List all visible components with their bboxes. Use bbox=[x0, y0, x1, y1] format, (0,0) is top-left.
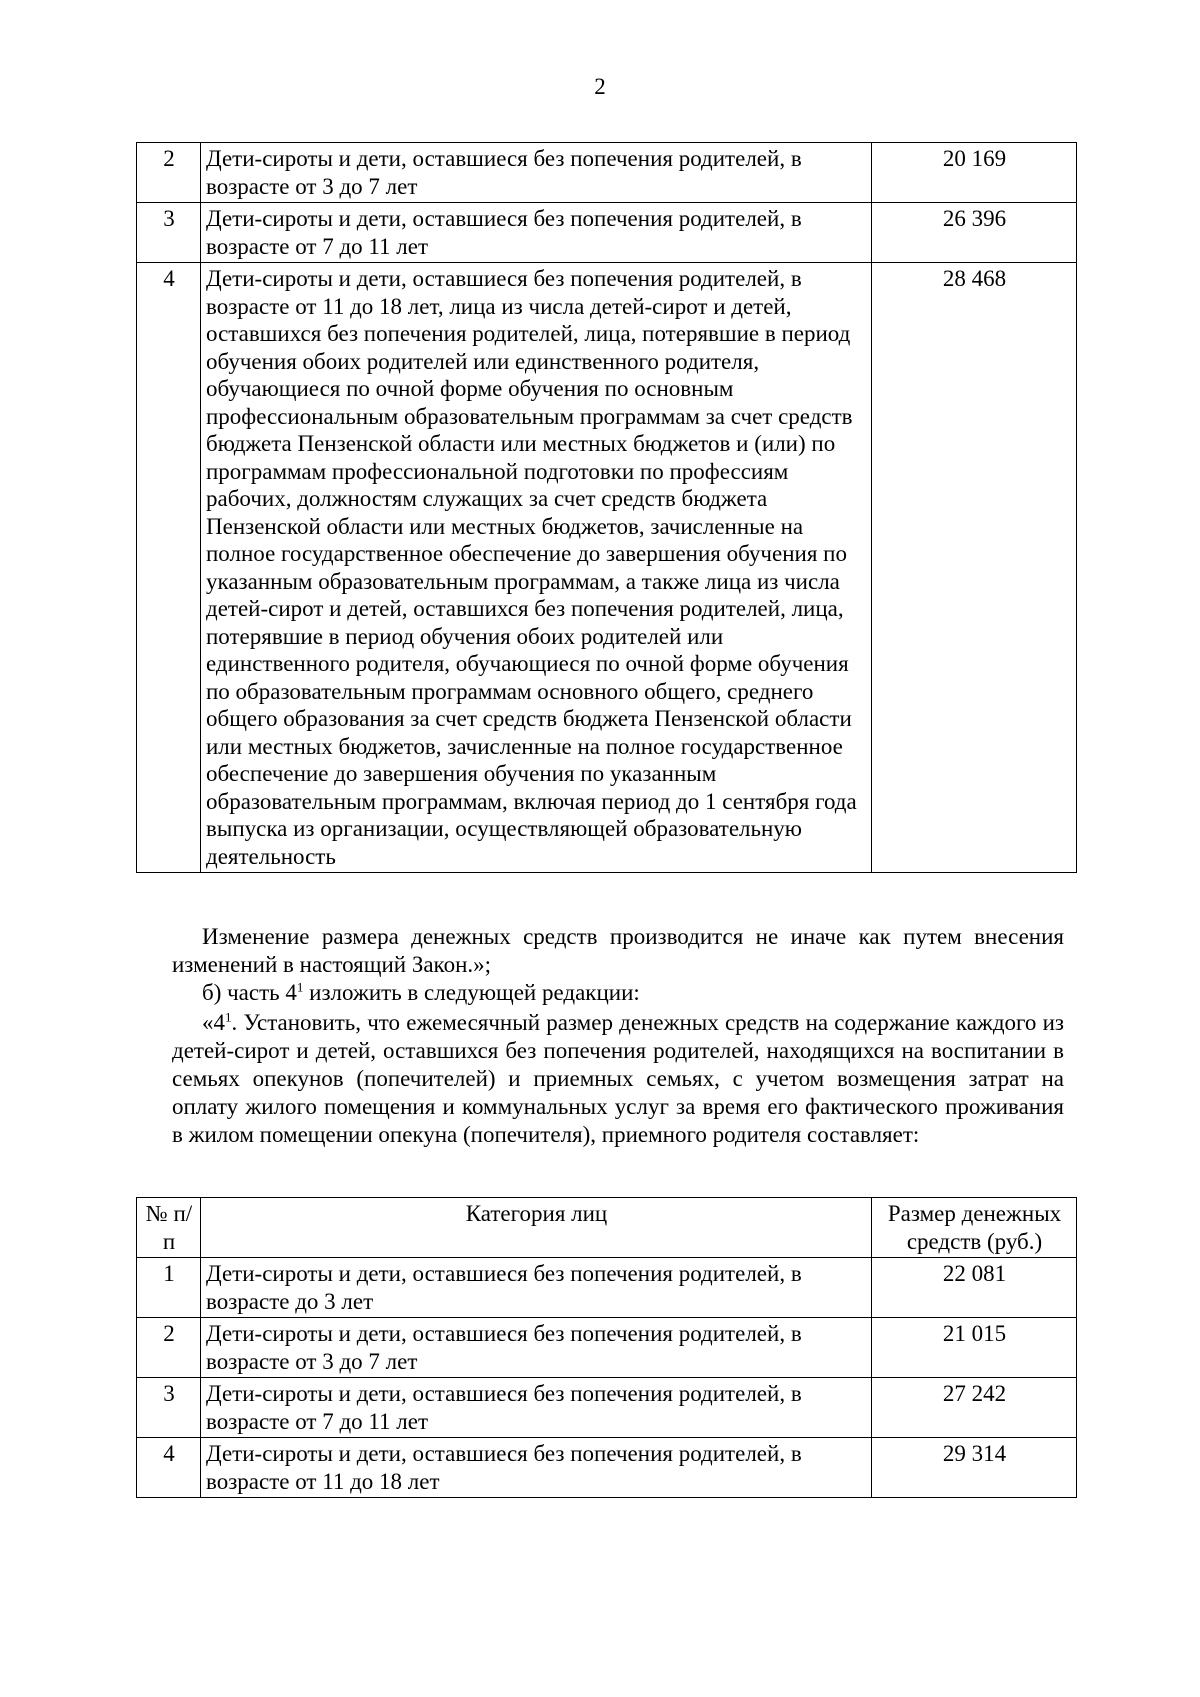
allowance-table-new bbox=[136, 1197, 1077, 1498]
header-number: № п/п bbox=[137, 1198, 201, 1258]
table-row bbox=[137, 1318, 1077, 1378]
row-category: Дети-сироты и дети, оставшиеся без попечения родителей, в возрасте от 7 до 11 лет bbox=[201, 1378, 872, 1438]
row-number: 3 bbox=[137, 203, 201, 263]
table-header-row bbox=[137, 1198, 1077, 1258]
row-number: 2 bbox=[137, 1318, 201, 1378]
row-category: Дети-сироты и дети, оставшиеся без попечения родителей, в возрасте от 7 до 11 лет bbox=[201, 203, 872, 263]
row-number: 4 bbox=[137, 1438, 201, 1498]
table-row bbox=[137, 1258, 1077, 1318]
part-heading-rest: изложить в следующей редакции: bbox=[303, 980, 640, 1005]
row-category: Дети-сироты и дети, оставшиеся без попечения родителей, в возрасте от 3 до 7 лет bbox=[201, 143, 872, 203]
row-amount: 29 314 bbox=[872, 1438, 1077, 1498]
row-category: Дети-сироты и дети, оставшиеся без попечения родителей, в возрасте до 3 лет bbox=[201, 1258, 872, 1318]
row-amount: 22 081 bbox=[872, 1258, 1077, 1318]
row-number: 2 bbox=[137, 143, 201, 203]
table-row bbox=[137, 263, 1077, 873]
table-row bbox=[137, 1438, 1077, 1498]
amendment-note bbox=[172, 923, 1064, 979]
row-number: 1 bbox=[137, 1258, 201, 1318]
table-row bbox=[137, 203, 1077, 263]
page-number: 2 bbox=[594, 74, 606, 99]
part-text-start: «4 bbox=[202, 1010, 225, 1035]
table-row bbox=[137, 143, 1077, 203]
part-text bbox=[172, 1009, 1064, 1149]
paragraph-part-heading bbox=[172, 979, 1064, 1007]
paragraph-part-text bbox=[172, 1009, 1064, 1149]
part-heading-text: б) часть 4 bbox=[202, 980, 297, 1005]
part-heading-superscript: 1 bbox=[296, 979, 304, 995]
part-text-superscript: 1 bbox=[225, 1009, 232, 1025]
row-amount: 28 468 bbox=[872, 263, 1077, 873]
row-amount: 26 396 bbox=[872, 203, 1077, 263]
part-text-body: . Установить, что ежемесячный размер денежных средств на содержание каждого из детей-сирот и детей, оставшихся без попечения родителей, находящихся на воспитании в семьях опекунов (попечителей) и приемных семьях, с учетом возмещения затрат на оплату жилого помещения и коммунальных услуг за время его фактического проживания в жилом помещении опекуна (попечителя), приемного родителя составляет: bbox=[172, 1010, 1064, 1147]
row-amount: 21 015 bbox=[872, 1318, 1077, 1378]
row-amount: 20 169 bbox=[872, 143, 1077, 203]
row-amount: 27 242 bbox=[872, 1378, 1077, 1438]
paragraph-amendment-note: Изменение размера денежных средств производится не иначе как путем внесения изменений в настоящий Закон.»; bbox=[172, 924, 1064, 977]
allowance-table-continued bbox=[136, 142, 1077, 873]
row-number: 3 bbox=[137, 1378, 201, 1438]
part-heading bbox=[172, 979, 1064, 1007]
row-category: Дети-сироты и дети, оставшиеся без попечения родителей, в возрасте от 3 до 7 лет bbox=[201, 1318, 872, 1378]
row-category: Дети-сироты и дети, оставшиеся без попечения родителей, в возрасте от 11 до 18 лет, лица из числа детей-сирот и детей, оставшихся без попечения родителей, лица, потерявшие в период обучения обоих родителей или единственного родителя, обучающиеся по очной форме обучения по основным профессиональным образовательным программам за счет средств бюджета Пензенской области или местных бюджетов и (или) по программам профессиональной подготовки по профессиям рабочих, должностям служащих за счет средств бюджета Пензенской области или местных бюджетов, зачисленные на полное государственное обеспечение до завершения обучения по указанным образовательным программам, а также лица из числа детей-сирот и детей, оставшихся без попечения родителей, лица, потерявшие в период обучения обоих родителей или единственного родителя, обучающиеся по очной форме обучения по образовательным программам основного общего, среднего общего образования за счет средств бюджета Пензенской области или местных бюджетов, зачисленные на полное государственное обеспечение до завершения обучения по указанным образовательным программам, включая период до 1 сентября года выпуска из организации, осуществляющей образовательную деятельность bbox=[201, 263, 872, 873]
table-row bbox=[137, 1378, 1077, 1438]
header-category: Категория лиц bbox=[201, 1198, 872, 1258]
row-number: 4 bbox=[137, 263, 201, 873]
row-category: Дети-сироты и дети, оставшиеся без попечения родителей, в возрасте от 11 до 18 лет bbox=[201, 1438, 872, 1498]
header-amount: Размер денежных средств (руб.) bbox=[872, 1198, 1077, 1258]
